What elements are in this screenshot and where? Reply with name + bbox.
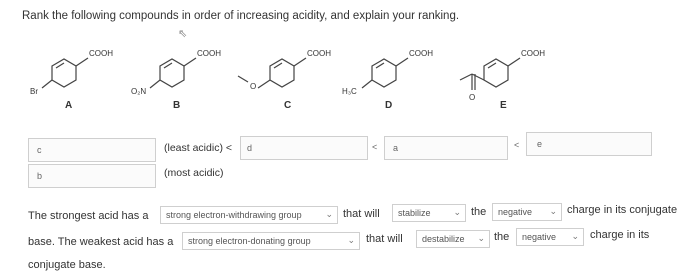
answer-box-3[interactable] [384,136,508,160]
compound-label-b: B [173,100,181,111]
less-than-sign-1: < [372,142,378,152]
chevron-down-icon: ⌄ [477,233,485,243]
answer-box-least-value: c [37,145,42,155]
chevron-down-icon: ⌄ [325,209,333,219]
compound-label-a: A [65,100,73,111]
answer-box-4-value: e [537,139,543,149]
select-strongest-charge-value: negative [498,207,533,217]
question-text: Rank the following compounds in order of increasing acidity, and explain your ranking. [22,10,460,22]
select-weakest-effect[interactable] [416,230,490,248]
select-weakest-group-value: strong electron-donating group [188,236,311,246]
sentence-1-mid: that will [343,208,380,220]
answer-box-2[interactable] [240,136,368,160]
compound-b-structure [150,58,196,88]
select-strongest-charge[interactable] [492,203,562,221]
answer-box-least[interactable] [28,138,156,162]
answer-box-4[interactable] [526,132,652,156]
mouse-cursor-icon: ⇖ [178,28,188,40]
compound-e-substituent: O [469,93,476,102]
chevron-down-icon: ⌄ [453,207,461,217]
compound-a-group: COOH [89,49,113,58]
sentence-1-end: charge in its conjugate [567,204,678,216]
compound-a-substituent: Br [30,87,38,96]
compound-label-e: E [500,100,507,111]
select-strongest-effect-value: stabilize [398,208,431,218]
chevron-down-icon: ⌄ [571,231,579,241]
answer-box-most[interactable] [28,164,156,188]
select-strongest-group[interactable] [160,206,338,224]
compound-e-group: COOH [521,49,545,58]
sentence-1-start: The strongest acid has a [28,210,149,222]
compound-c-group: COOH [307,49,331,58]
chevron-down-icon: ⌄ [549,206,557,216]
compound-structures [0,36,700,120]
chevron-down-icon: ⌄ [347,235,355,245]
compound-label-d: D [385,100,393,111]
sentence-2-the: the [494,231,510,243]
sentence-3: conjugate base. [28,259,106,271]
compound-d-structure [362,58,408,88]
sentence-1-the: the [471,206,487,218]
least-acidic-label: (least acidic) < [164,142,232,154]
select-strongest-effect[interactable] [392,204,466,222]
select-weakest-effect-value: destabilize [422,234,465,244]
compound-a-structure [42,58,88,88]
compound-e-structure [460,58,520,90]
compound-c-substituent: O [250,82,257,91]
compound-b-group: COOH [197,49,221,58]
most-acidic-label: (most acidic) [164,167,224,179]
compound-d-group: COOH [409,49,433,58]
sentence-2-start: base. The weakest acid has a [28,236,174,248]
compound-b-substituent: O₂N [131,87,147,96]
compound-c-structure [238,58,306,88]
answer-box-3-value: a [393,143,399,153]
select-weakest-group[interactable] [182,232,360,250]
select-strongest-group-value: strong electron-withdrawing group [166,210,302,220]
compound-label-c: C [284,100,292,111]
answer-box-2-value: d [247,143,253,153]
answer-box-most-value: b [37,171,43,181]
less-than-sign-2: < [514,140,520,150]
sentence-2-end: charge in its [590,229,650,241]
compound-d-substituent: H₃C [342,87,357,96]
select-weakest-charge[interactable] [516,228,584,246]
sentence-2-mid: that will [366,233,403,245]
select-weakest-charge-value: negative [522,232,557,242]
